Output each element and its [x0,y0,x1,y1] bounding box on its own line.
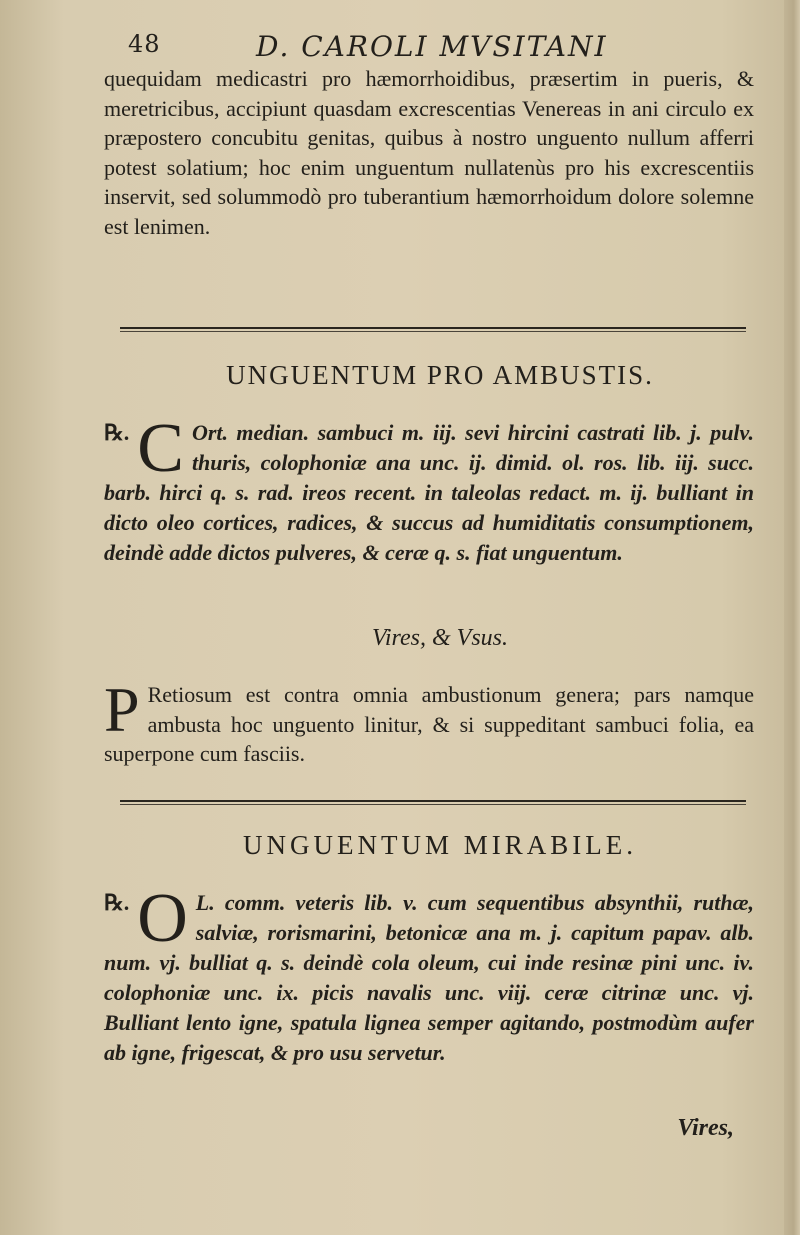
running-head: D. CAROLI MVSITANI [256,30,608,63]
paragraph-vires [104,674,754,769]
recipe-text: L. comm. veteris lib. v. cum sequentibus absynthii, ruthæ, salviæ, rorismarini, betonicæ ana m. j. capitum papav. alb. num. vj. bulliat q. s. deindè cola oleum, cui inde resinæ pini unc. iv. colophoniæ unc. ix. picis navalis unc. viij. ceræ citrinæ unc. vj. Bulliant lento igne, spatula lignea semper agitando, postmodùm aufer ab igne, frigescat, & pro usu servetur. [104,890,754,1065]
recipe-text: Ort. median. sambuci m. iij. sevi hircini castrati lib. j. pulv. thuris, colophoniæ ana unc. ij. dimid. ol. ros. lib. iij. succ. barb. hirci q. s. rad. ireos recent. in taleolas redact. m. ij. bulliant in dicto oleo cortices, radices, & succus ad humiditatis consumptionem, deindè adde dictos pulveres, & ceræ q. s. fiat unguentum. [104,420,754,565]
catchword: Vires, [677,1115,734,1141]
recipe-ambustis [104,410,754,568]
page-number: 48 [128,30,161,58]
paragraph-text: Retiosum est contra omnia ambustionum genera; pars namque ambusta hoc unguento linitur, & si suppeditant sambuci folia, ea superpone cum fasciis. [104,682,754,766]
recipe-mirabile [104,880,754,1068]
section-title-mirabile: UNGUENTUM MIRABILE. [243,830,637,860]
drop-cap: C [137,410,184,487]
page-edge [784,0,800,1235]
drop-cap: O [137,880,188,957]
page-header [128,30,648,66]
intro-paragraph: quequidam medicastri pro hæmorrhoidibus, præsertim in pueris, & meretricibus, accipiunt quasdam excrescentias Venereas in ani circulo ex præpostero concubitu genitas, quibus à nostro unguento nullum afferri potest solatium; hoc enim unguentum nullatenùs pro his excrescentiis inservit, sed solummodò pro tuberantium hæmorrhoidum dolore solemne est lenimen. [104,66,754,239]
rx-symbol: ℞. [104,420,130,445]
rx-symbol: ℞. [104,890,130,915]
drop-cap: P [104,674,140,745]
subheading-vires-usus: Vires, & Vsus. [372,625,508,651]
section-divider-1 [120,327,746,329]
section-divider-2 [120,800,746,802]
section-title-ambustis: UNGUENTUM PRO AMBUSTIS. [226,360,654,390]
